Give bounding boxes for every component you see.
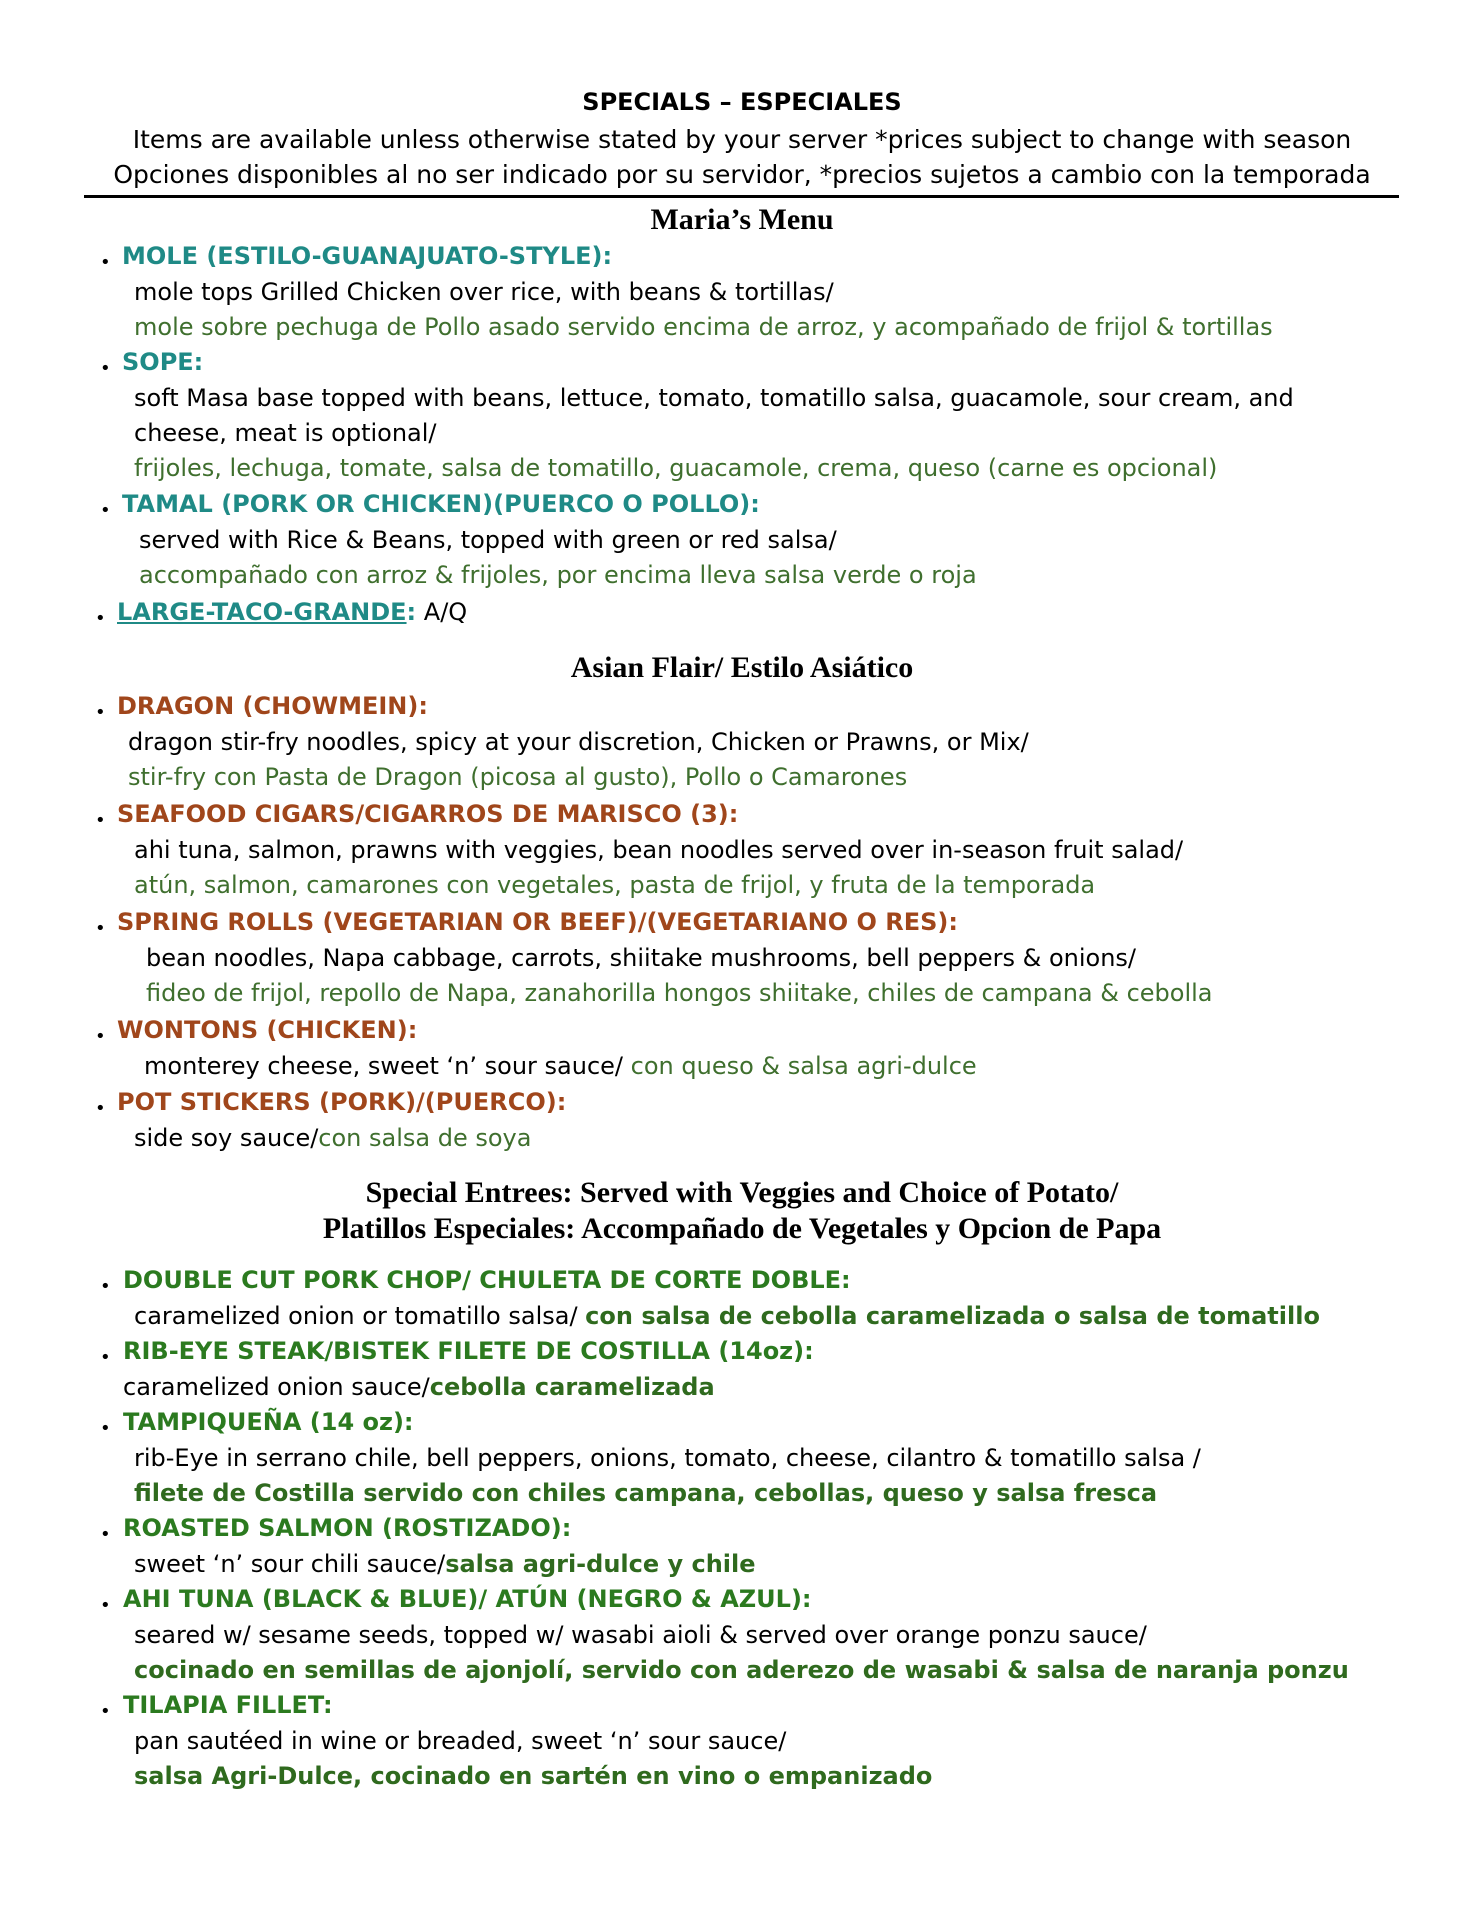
item-rib-eye-desc (123, 1373, 715, 1401)
item-wontons-desc-en: monterey cheese, sweet ‘n’ sour sauce/ (144, 1052, 631, 1080)
bullet-icon: • (95, 1098, 106, 1119)
bullet-icon: • (100, 1418, 111, 1439)
item-large-taco-name: LARGE-TACO-GRANDE (117, 598, 407, 626)
bullet-icon: • (95, 608, 106, 629)
item-dragon-desc-es: stir-fry con Pasta de Dragon (picosa al gusto), Pollo o Camarones (128, 763, 908, 791)
item-pot-stickers-desc-es: con salsa de soya (318, 1124, 532, 1152)
item-pork-chop-desc-es: con salsa de cebolla caramelizada o salsa de tomatillo (585, 1302, 1320, 1330)
item-dragon-name: DRAGON (CHOWMEIN): (117, 692, 428, 720)
bullet-icon: • (95, 918, 106, 939)
page-title: SPECIALS – ESPECIALES (582, 88, 902, 116)
bullet-icon: • (100, 1347, 111, 1368)
section-title-maria: Maria’s Menu (650, 203, 834, 236)
item-rib-eye-desc-es: cebolla caramelizada (429, 1373, 715, 1401)
item-rib-eye-name: RIB-EYE STEAK/BISTEK FILETE DE COSTILLA (14oz): (123, 1337, 814, 1365)
bullet-icon: • (100, 1595, 111, 1616)
item-tilapia-name: TILAPIA FILLET: (123, 1691, 333, 1719)
item-dragon-desc-en: dragon stir-fry noodles, spicy at your discretion, Chicken or Prawns, or Mix/ (128, 728, 1029, 756)
item-salmon-desc-en: sweet ‘n’ sour chili sauce/ (134, 1550, 446, 1578)
item-mole-desc-es: mole sobre pechuga de Pollo asado servido encima de arroz, y acompañado de frijol & tortillas (134, 313, 1273, 341)
section-title-entrees-en: Special Entrees: Served with Veggies and Choice of Potato/ (365, 1176, 1119, 1209)
item-wontons-name: WONTONS (CHICKEN): (117, 1016, 418, 1044)
section-title-entrees-es: Platillos Especiales: Accompañado de Vegetales y Opcion de Papa (322, 1212, 1162, 1245)
item-pot-stickers-name: POT STICKERS (PORK)/(PUERCO): (117, 1088, 567, 1116)
item-sope-desc-en-2: cheese, meat is optional/ (134, 419, 437, 447)
item-tilapia-desc-en: pan sautéed in wine or breaded, sweet ‘n’ sour sauce/ (134, 1727, 787, 1755)
item-pot-stickers-desc (134, 1124, 531, 1152)
item-wontons-desc-es: con queso & salsa agri-dulce (630, 1052, 977, 1080)
item-tamal-name: TAMAL (PORK OR CHICKEN)(PUERCO O POLLO): (122, 490, 760, 518)
item-salmon-desc-es: salsa agri-dulce y chile (445, 1550, 756, 1578)
item-rib-eye-desc-en: caramelized onion sauce/ (123, 1373, 430, 1401)
item-pot-stickers-desc-en: side soy sauce/ (134, 1124, 319, 1152)
item-tilapia-desc-es: salsa Agri-Dulce, cocinado en sartén en vino o empanizado (134, 1762, 933, 1790)
bullet-icon: • (95, 702, 106, 723)
item-spring-rolls-name: SPRING ROLLS (VEGETARIAN OR BEEF)/(VEGETARIANO O RES): (117, 908, 958, 936)
item-tampiquena-desc-es: filete de Costilla servido con chiles campana, cebollas, queso y salsa fresca (134, 1479, 1158, 1507)
item-ahi-tuna-name: AHI TUNA (BLACK & BLUE)/ ATÚN (NEGRO & AZUL): (123, 1585, 812, 1613)
item-tamal-desc-en: served with Rice & Beans, topped with green or red salsa/ (139, 526, 837, 554)
item-seafood-cigars-desc-es: atún, salmon, camarones con vegetales, pasta de frijol, y fruta de la temporada (134, 871, 1096, 899)
item-ahi-tuna-desc-en: seared w/ sesame seeds, topped w/ wasabi aioli & served over orange ponzu sauce/ (134, 1621, 1147, 1649)
item-pork-chop-desc (134, 1302, 1320, 1330)
availability-note-en: Items are available unless otherwise stated by your server *prices subject to change with season (132, 125, 1352, 154)
item-pork-chop-name: DOUBLE CUT PORK CHOP/ CHULETA DE CORTE DOBLE: (123, 1266, 851, 1294)
header-divider (84, 195, 1399, 198)
availability-note-es: Opciones disponibles al no ser indicado por su servidor, *precios sujetos a cambio con la temporada (113, 160, 1371, 189)
bullet-icon: • (100, 252, 111, 273)
item-ahi-tuna-desc-es: cocinado en semillas de ajonjolí, servido con aderezo de wasabi & salsa de naranja ponzu (134, 1656, 1349, 1684)
item-large-taco-price: A/Q (416, 598, 468, 626)
item-mole-desc-en: mole tops Grilled Chicken over rice, with beans & tortillas/ (134, 278, 834, 306)
item-large-taco (117, 598, 467, 626)
item-seafood-cigars-desc-en: ahi tuna, salmon, prawns with veggies, bean noodles served over in-season fruit salad/ (134, 836, 1184, 864)
bullet-icon: • (100, 500, 111, 521)
bullet-icon: • (100, 1524, 111, 1545)
item-spring-rolls-desc-es: fideo de frijol, repollo de Napa, zanahorilla hongos shiitake, chiles de campana & cebolla (146, 979, 1213, 1007)
bullet-icon: • (95, 1026, 106, 1047)
section-title-asian: Asian Flair/ Estilo Asiático (570, 651, 914, 684)
item-sope-desc-en: soft Masa base topped with beans, lettuce, tomato, tomatillo salsa, guacamole, sour cream, and (134, 384, 1294, 412)
item-salmon-desc (134, 1550, 756, 1578)
item-mole-name: MOLE (ESTILO-GUANAJUATO-STYLE): (122, 242, 613, 270)
item-sope-desc-es: frijoles, lechuga, tomate, salsa de tomatillo, guacamole, crema, queso (carne es opcional) (134, 454, 1218, 482)
item-tampiquena-name: TAMPIQUEÑA (14 oz): (123, 1408, 414, 1436)
item-sope-name: SOPE: (122, 348, 204, 376)
bullet-icon: • (100, 1276, 111, 1297)
bullet-icon: • (100, 1701, 111, 1722)
item-tampiquena-desc-en: rib-Eye in serrano chile, bell peppers, onions, tomato, cheese, cilantro & tomatillo salsa / (134, 1444, 1201, 1472)
item-salmon-name: ROASTED SALMON (ROSTIZADO): (123, 1514, 572, 1542)
bullet-icon: • (100, 358, 111, 379)
item-seafood-cigars-name: SEAFOOD CIGARS/CIGARROS DE MARISCO (3): (117, 800, 739, 828)
bullet-icon: • (95, 810, 106, 831)
item-pork-chop-desc-en: caramelized onion or tomatillo salsa/ (134, 1302, 586, 1330)
item-large-taco-colon: : (406, 598, 417, 626)
item-wontons-desc (144, 1052, 977, 1080)
item-spring-rolls-desc-en: bean noodles, Napa cabbage, carrots, shiitake mushrooms, bell peppers & onions/ (146, 944, 1137, 972)
item-tamal-desc-es: accompañado con arroz & frijoles, por encima lleva salsa verde o roja (139, 561, 977, 589)
